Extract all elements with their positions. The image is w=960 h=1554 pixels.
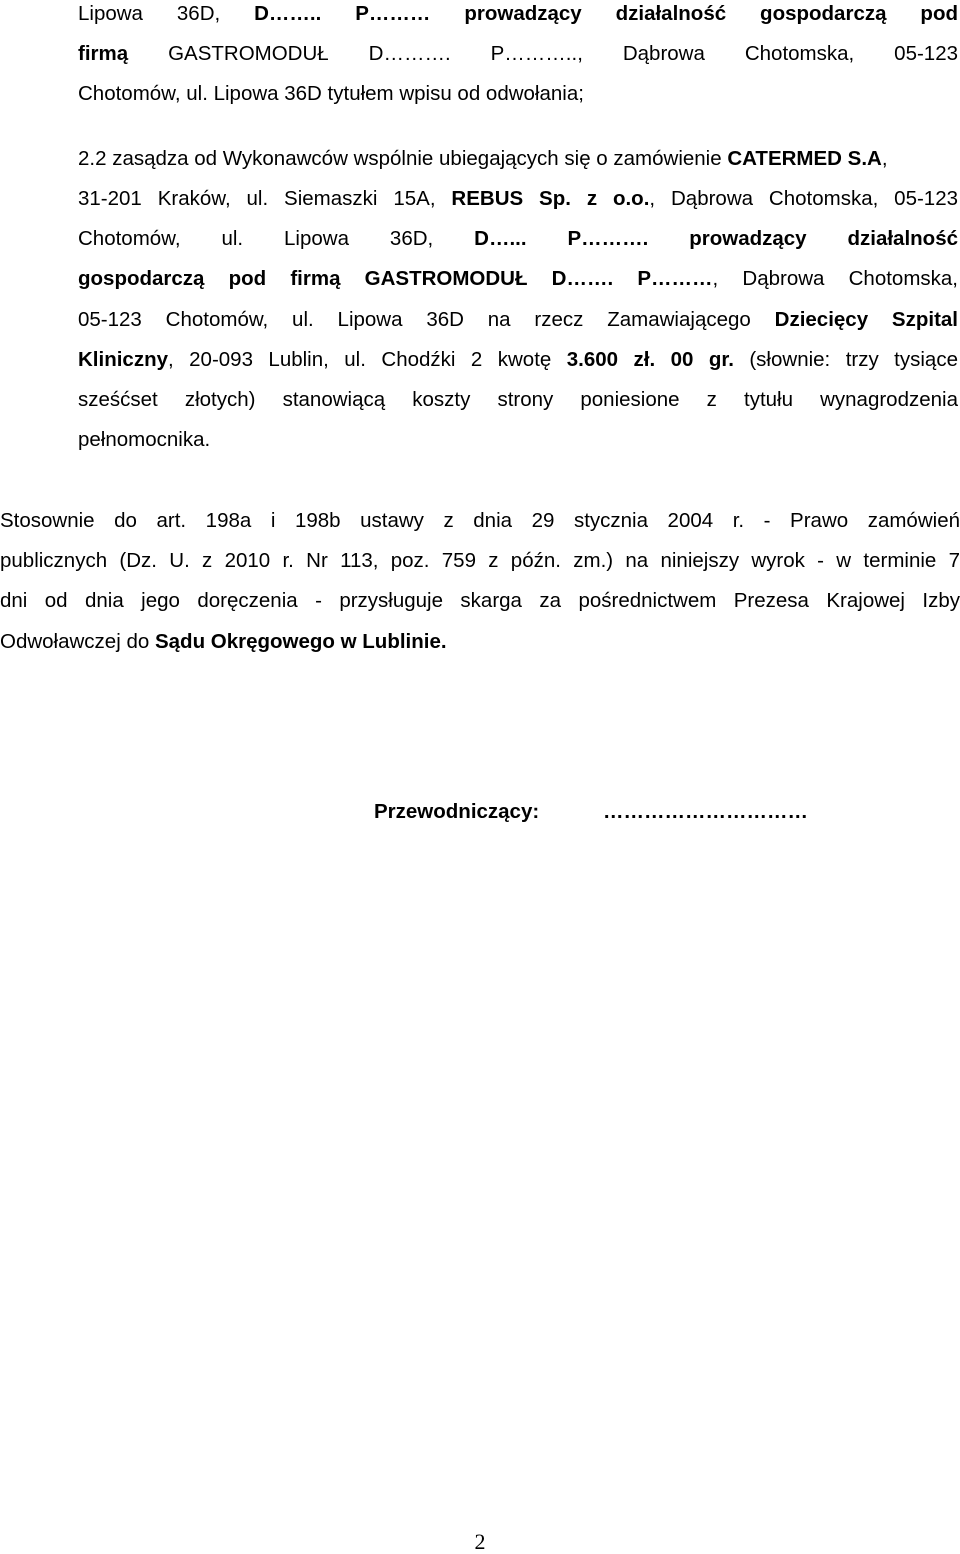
- text-run-bold: CATERMED S.A: [727, 147, 882, 170]
- text-run: (słownie: trzy tysiące: [733, 348, 958, 371]
- text-run-bold: firmą: [78, 42, 169, 65]
- text-run-bold: D…... P………. prowadzący działalność: [474, 227, 959, 250]
- text-line-3: Chotomów, ul. Lipowa 36D tytułem wpisu od odwołania;: [78, 82, 584, 105]
- text-run: GASTROMODUŁ D………. P………..: [168, 42, 578, 65]
- text-run-bold: Kliniczny: [78, 348, 168, 371]
- text-run: , 20-093 Lublin, ul. Chodźki 2 kwotę: [168, 348, 567, 371]
- text-run: , Dąbrowa Chotomska, 05-123: [577, 42, 959, 65]
- text-run: Odwoławczej do: [0, 630, 155, 653]
- text-line-7: [78, 267, 958, 291]
- text-line-14: dni od dnia jego doręczenia - przysługuje skarga za pośrednictwem Prezesa Krajowej Izby: [0, 589, 960, 612]
- text-line-9: [78, 348, 958, 372]
- text-run: , Dąbrowa Chotomska, 05-123: [649, 187, 958, 210]
- text-run: , Dąbrowa Chotomska,: [712, 267, 958, 290]
- text-line-6: [78, 227, 958, 251]
- signature-line: …………………………: [603, 800, 808, 823]
- text-line-1: [78, 2, 958, 26]
- text-run: 2.2 zasądza od Wykonawców wspólnie ubiegających się o zamówienie: [78, 147, 728, 170]
- text-run-bold: REBUS Sp. z o.o.: [451, 187, 650, 210]
- text-run-bold: 3.600 zł. 00 gr.: [566, 348, 734, 371]
- text-run: Chotomów, ul. Lipowa 36D,: [78, 227, 475, 250]
- text-line-11: pełnomocnika.: [78, 428, 211, 451]
- text-line-5: [78, 187, 958, 211]
- text-line-8: [78, 308, 958, 332]
- page-number: 2: [474, 1529, 486, 1554]
- signature-label: Przewodniczący:: [374, 800, 540, 823]
- text-run: 31-201 Kraków, ul. Siemaszki 15A,: [78, 187, 452, 210]
- text-line-4: [78, 147, 888, 171]
- text-line-13: publicznych (Dz. U. z 2010 r. Nr 113, poz. 759 z późn. zm.) na niniejszy wyrok - w terminie 7: [0, 549, 960, 572]
- text-line-15: [0, 630, 447, 654]
- text-run-bold: gospodarczą pod firmą GASTROMODUŁ D……. P………: [78, 267, 713, 290]
- text-run-bold: Sądu Okręgowego w Lublinie.: [154, 630, 447, 653]
- text-run-bold: D…….. P……… prowadzący działalność gospodarczą pod: [254, 2, 958, 25]
- text-line-10: sześćset złotych) stanowiącą koszty strony poniesione z tytułu wynagrodzenia: [78, 388, 958, 411]
- text-line-2: [78, 42, 958, 66]
- text-run: ,: [881, 147, 888, 170]
- text-line-12: Stosownie do art. 198a i 198b ustawy z dnia 29 stycznia 2004 r. - Prawo zamówień: [0, 509, 960, 532]
- text-run: Lipowa 36D,: [78, 2, 255, 25]
- text-run: 05-123 Chotomów, ul. Lipowa 36D na rzecz Zamawiającego: [78, 308, 775, 331]
- text-run-bold: Dziecięcy Szpital: [774, 308, 958, 331]
